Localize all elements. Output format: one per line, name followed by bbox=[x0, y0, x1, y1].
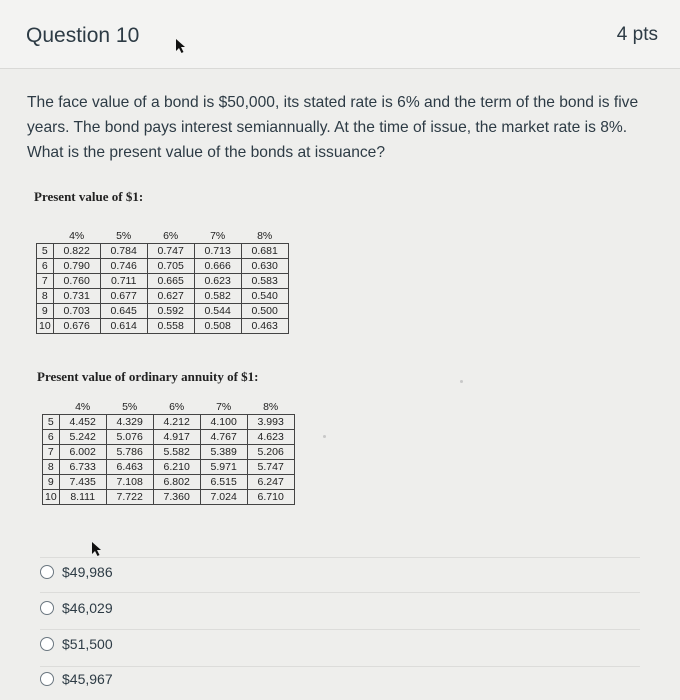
value-cell: 4.212 bbox=[153, 415, 200, 430]
annuity-table-title: Present value of ordinary annuity of $1: bbox=[37, 369, 259, 384]
period-cell: 5 bbox=[37, 244, 54, 259]
value-cell: 0.731 bbox=[53, 289, 100, 304]
value-cell: 5.786 bbox=[106, 445, 153, 460]
value-cell: 4.623 bbox=[247, 430, 294, 445]
value-cell: 0.463 bbox=[241, 319, 288, 334]
value-cell: 0.703 bbox=[53, 304, 100, 319]
table-row bbox=[37, 304, 289, 319]
radio-button[interactable] bbox=[40, 601, 54, 615]
value-cell: 0.747 bbox=[147, 244, 194, 259]
answer-option-1[interactable] bbox=[40, 562, 113, 582]
value-cell: 6.710 bbox=[247, 490, 294, 505]
value-cell: 7.108 bbox=[106, 475, 153, 490]
table-row bbox=[43, 445, 295, 460]
value-cell: 7.435 bbox=[59, 475, 106, 490]
value-cell: 0.705 bbox=[147, 259, 194, 274]
period-cell: 7 bbox=[43, 445, 60, 460]
period-cell: 7 bbox=[37, 274, 54, 289]
option-divider bbox=[40, 629, 640, 630]
value-cell: 0.627 bbox=[147, 289, 194, 304]
period-cell: 8 bbox=[43, 460, 60, 475]
column-header-cell: 8% bbox=[257, 229, 273, 242]
value-cell: 0.666 bbox=[194, 259, 241, 274]
answer-option-label: $46,029 bbox=[62, 600, 113, 616]
value-cell: 6.247 bbox=[247, 475, 294, 490]
speck bbox=[323, 435, 326, 438]
table-row bbox=[37, 289, 289, 304]
value-cell: 6.515 bbox=[200, 475, 247, 490]
value-cell: 6.210 bbox=[153, 460, 200, 475]
table-row bbox=[43, 430, 295, 445]
speck bbox=[460, 380, 463, 383]
option-divider bbox=[40, 666, 640, 667]
value-cell: 5.971 bbox=[200, 460, 247, 475]
value-cell: 4.100 bbox=[200, 415, 247, 430]
radio-button[interactable] bbox=[40, 672, 54, 686]
value-cell: 7.360 bbox=[153, 490, 200, 505]
option-divider bbox=[40, 592, 640, 593]
value-cell: 0.760 bbox=[53, 274, 100, 289]
value-cell: 0.630 bbox=[241, 259, 288, 274]
value-cell: 5.582 bbox=[153, 445, 200, 460]
value-cell: 6.802 bbox=[153, 475, 200, 490]
table-row bbox=[37, 274, 289, 289]
present-value-table bbox=[36, 229, 289, 334]
answer-option-3[interactable] bbox=[40, 634, 113, 654]
value-cell: 5.206 bbox=[247, 445, 294, 460]
value-cell: 0.677 bbox=[100, 289, 147, 304]
table-row bbox=[43, 490, 295, 505]
value-cell: 7.722 bbox=[106, 490, 153, 505]
table-row bbox=[37, 244, 289, 259]
value-cell: 4.917 bbox=[153, 430, 200, 445]
value-cell: 0.500 bbox=[241, 304, 288, 319]
column-header-cell: 5% bbox=[122, 400, 138, 413]
value-cell: 6.463 bbox=[106, 460, 153, 475]
period-cell: 6 bbox=[43, 430, 60, 445]
answer-option-label: $45,967 bbox=[62, 671, 113, 687]
value-cell: 6.002 bbox=[59, 445, 106, 460]
answer-option-4[interactable] bbox=[40, 669, 113, 689]
value-cell: 0.508 bbox=[194, 319, 241, 334]
question-title: Question 10 bbox=[26, 24, 140, 47]
period-cell: 9 bbox=[37, 304, 54, 319]
value-cell: 5.747 bbox=[247, 460, 294, 475]
value-cell: 4.329 bbox=[106, 415, 153, 430]
table-row bbox=[43, 415, 295, 430]
value-cell: 0.676 bbox=[53, 319, 100, 334]
value-cell: 0.681 bbox=[241, 244, 288, 259]
value-cell: 6.733 bbox=[59, 460, 106, 475]
question-header bbox=[0, 0, 680, 69]
header-blank-cell bbox=[43, 400, 60, 415]
column-header-cell: 7% bbox=[216, 400, 232, 413]
value-cell: 7.024 bbox=[200, 490, 247, 505]
table-row bbox=[43, 475, 295, 490]
pv-table-title: Present value of $1: bbox=[34, 189, 144, 204]
column-header-cell: 6% bbox=[169, 400, 185, 413]
value-cell: 0.592 bbox=[147, 304, 194, 319]
table-row bbox=[37, 259, 289, 274]
table-row bbox=[37, 319, 289, 334]
mouse-cursor-icon bbox=[174, 38, 188, 54]
column-header-cell: 4% bbox=[69, 229, 85, 242]
question-points: 4 pts bbox=[616, 24, 658, 45]
value-cell: 0.544 bbox=[194, 304, 241, 319]
question-prompt: The face value of a bond is $50,000, its stated rate is 6% and the term of the bond is five years. The bond pays interest semiannually. At the time of issue, the market rate is 8%. What is the present value of the bonds at issuance? bbox=[27, 94, 639, 161]
value-cell: 0.582 bbox=[194, 289, 241, 304]
value-cell: 5.076 bbox=[106, 430, 153, 445]
value-cell: 0.711 bbox=[100, 274, 147, 289]
value-cell: 0.822 bbox=[53, 244, 100, 259]
option-divider bbox=[40, 557, 640, 558]
value-cell: 0.558 bbox=[147, 319, 194, 334]
column-header-cell: 8% bbox=[263, 400, 279, 413]
period-cell: 10 bbox=[43, 490, 60, 505]
mouse-cursor-icon-2 bbox=[90, 541, 104, 557]
period-cell: 9 bbox=[43, 475, 60, 490]
value-cell: 0.614 bbox=[100, 319, 147, 334]
answer-option-label: $51,500 bbox=[62, 636, 113, 652]
value-cell: 0.790 bbox=[53, 259, 100, 274]
value-cell: 5.242 bbox=[59, 430, 106, 445]
value-cell: 0.713 bbox=[194, 244, 241, 259]
answer-option-label: $49,986 bbox=[62, 564, 113, 580]
value-cell: 0.645 bbox=[100, 304, 147, 319]
table-row bbox=[43, 460, 295, 475]
value-cell: 0.784 bbox=[100, 244, 147, 259]
value-cell: 0.583 bbox=[241, 274, 288, 289]
value-cell: 4.452 bbox=[59, 415, 106, 430]
column-header-cell: 7% bbox=[210, 229, 226, 242]
radio-button[interactable] bbox=[40, 637, 54, 651]
annuity-value-table bbox=[42, 400, 295, 505]
value-cell: 5.389 bbox=[200, 445, 247, 460]
value-cell: 0.540 bbox=[241, 289, 288, 304]
value-cell: 4.767 bbox=[200, 430, 247, 445]
radio-button[interactable] bbox=[40, 565, 54, 579]
header-blank-cell bbox=[37, 229, 54, 244]
period-cell: 10 bbox=[37, 319, 54, 334]
value-cell: 8.111 bbox=[59, 490, 106, 505]
period-cell: 6 bbox=[37, 259, 54, 274]
period-cell: 8 bbox=[37, 289, 54, 304]
column-header-cell: 5% bbox=[116, 229, 132, 242]
period-cell: 5 bbox=[43, 415, 60, 430]
column-header-cell: 6% bbox=[163, 229, 179, 242]
answer-option-2[interactable] bbox=[40, 598, 113, 618]
value-cell: 0.665 bbox=[147, 274, 194, 289]
value-cell: 0.746 bbox=[100, 259, 147, 274]
value-cell: 0.623 bbox=[194, 274, 241, 289]
value-cell: 3.993 bbox=[247, 415, 294, 430]
column-header-cell: 4% bbox=[75, 400, 91, 413]
